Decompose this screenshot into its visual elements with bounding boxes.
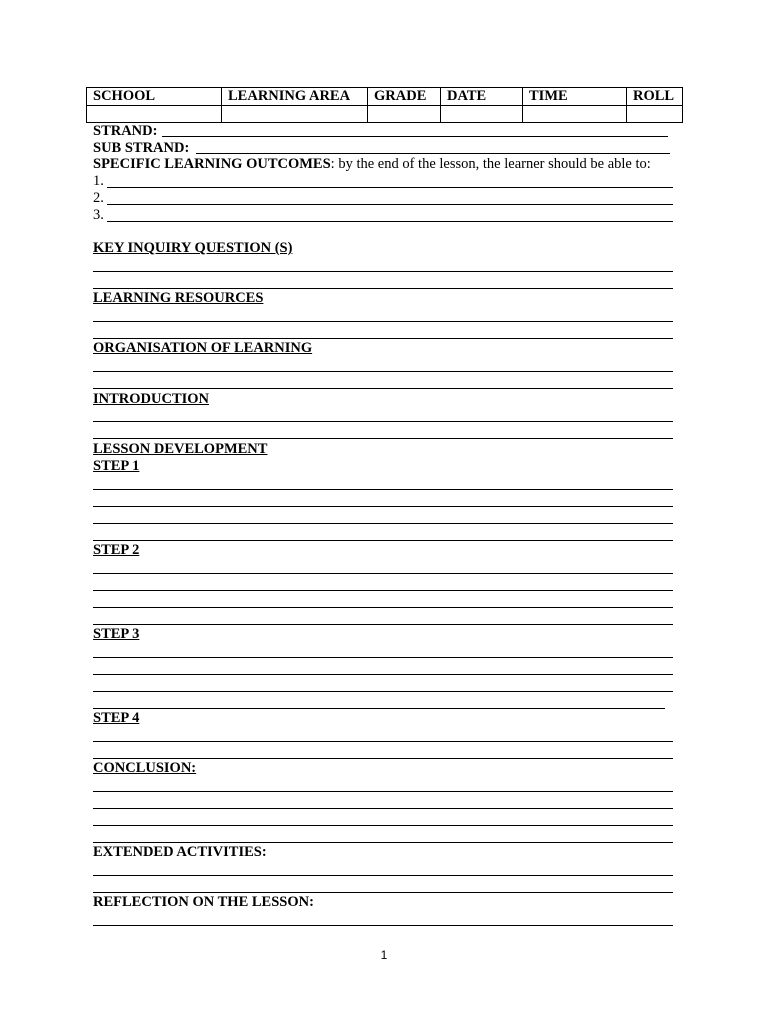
conclusion-line-1[interactable] [93, 791, 673, 792]
step-3-line-4[interactable] [93, 708, 665, 709]
strand-row: STRAND: [93, 123, 158, 139]
roll-header: ROLL [627, 88, 683, 106]
learning-resources-heading: LEARNING RESOURCES [93, 290, 264, 306]
roll-cell[interactable] [627, 106, 683, 123]
outcome-number-1: 1. [93, 173, 104, 189]
step-2-line-4[interactable] [93, 624, 673, 625]
learning-resources-line-1[interactable] [93, 321, 673, 322]
step-1-line-2[interactable] [93, 506, 673, 507]
page-number: 1 [380, 948, 388, 962]
learning-area-cell[interactable] [222, 106, 368, 123]
step-1-line-4[interactable] [93, 540, 673, 541]
learning-area-header: LEARNING AREA [222, 88, 368, 106]
step-2-line-2[interactable] [93, 590, 673, 591]
step-3-line-3[interactable] [93, 691, 673, 692]
strand-line[interactable] [162, 136, 668, 137]
step-4-line-2[interactable] [93, 758, 673, 759]
organisation-line-1[interactable] [93, 371, 673, 372]
step-4-heading: STEP 4 [93, 710, 140, 726]
grade-cell[interactable] [368, 106, 441, 123]
date-cell[interactable] [441, 106, 523, 123]
learning-resources-line-2[interactable] [93, 338, 673, 339]
outcomes-row [93, 156, 651, 173]
grade-header: GRADE [368, 88, 441, 106]
organisation-heading: ORGANISATION OF LEARNING [93, 340, 313, 356]
strand-label: STRAND [93, 123, 153, 139]
introduction-line-2[interactable] [93, 438, 673, 439]
reflection-line-1[interactable] [93, 925, 673, 926]
time-cell[interactable] [523, 106, 627, 123]
header-row [87, 88, 683, 106]
header-blank-row [87, 106, 683, 123]
key-inquiry-heading: KEY INQUIRY QUESTION (S) [93, 240, 293, 256]
organisation-line-2[interactable] [93, 388, 673, 389]
step-3-heading: STEP 3 [93, 626, 140, 642]
step-2-heading: STEP 2 [93, 542, 140, 558]
outcome-line-1[interactable] [107, 187, 673, 188]
step-4-line-1[interactable] [93, 741, 673, 742]
step-2-line-1[interactable] [93, 573, 673, 574]
conclusion-line-2[interactable] [93, 808, 673, 809]
reflection-heading: REFLECTION ON THE LESSON: [93, 894, 314, 910]
step-2-line-3[interactable] [93, 607, 673, 608]
extended-activities-heading: EXTENDED ACTIVITIES: [93, 844, 267, 860]
step-1-line-1[interactable] [93, 489, 673, 490]
sub-strand-label: SUB STRAND [93, 140, 185, 156]
outcome-number-2: 2. [93, 190, 104, 206]
step-3-line-2[interactable] [93, 674, 673, 675]
conclusion-line-4[interactable] [93, 842, 673, 843]
school-header: SCHOOL [87, 88, 222, 106]
step-1-heading: STEP 1 [93, 458, 140, 474]
introduction-line-1[interactable] [93, 421, 673, 422]
key-inquiry-line-1[interactable] [93, 271, 673, 272]
sub-strand-line[interactable] [196, 153, 670, 154]
school-cell[interactable] [87, 106, 222, 123]
outcome-line-2[interactable] [107, 204, 673, 205]
sub-strand-row: SUB STRAND: [93, 140, 190, 156]
step-1-line-3[interactable] [93, 523, 673, 524]
outcome-line-3[interactable] [107, 221, 673, 222]
lesson-header-table [86, 87, 683, 123]
outcomes-label: SPECIFIC LEARNING OUTCOMES [93, 156, 331, 172]
step-3-line-1[interactable] [93, 657, 673, 658]
conclusion-heading: CONCLUSION: [93, 760, 197, 776]
extended-line-2[interactable] [93, 892, 673, 893]
lesson-development-heading: LESSON DEVELOPMENT [93, 441, 268, 457]
time-header: TIME [523, 88, 627, 106]
key-inquiry-line-2[interactable] [93, 288, 673, 289]
conclusion-line-3[interactable] [93, 825, 673, 826]
extended-line-1[interactable] [93, 875, 673, 876]
date-header: DATE [441, 88, 523, 106]
outcomes-text: : by the end of the lesson, the learner should be able to: [330, 156, 651, 172]
outcome-number-3: 3. [93, 207, 104, 223]
introduction-heading: INTRODUCTION [93, 391, 210, 407]
